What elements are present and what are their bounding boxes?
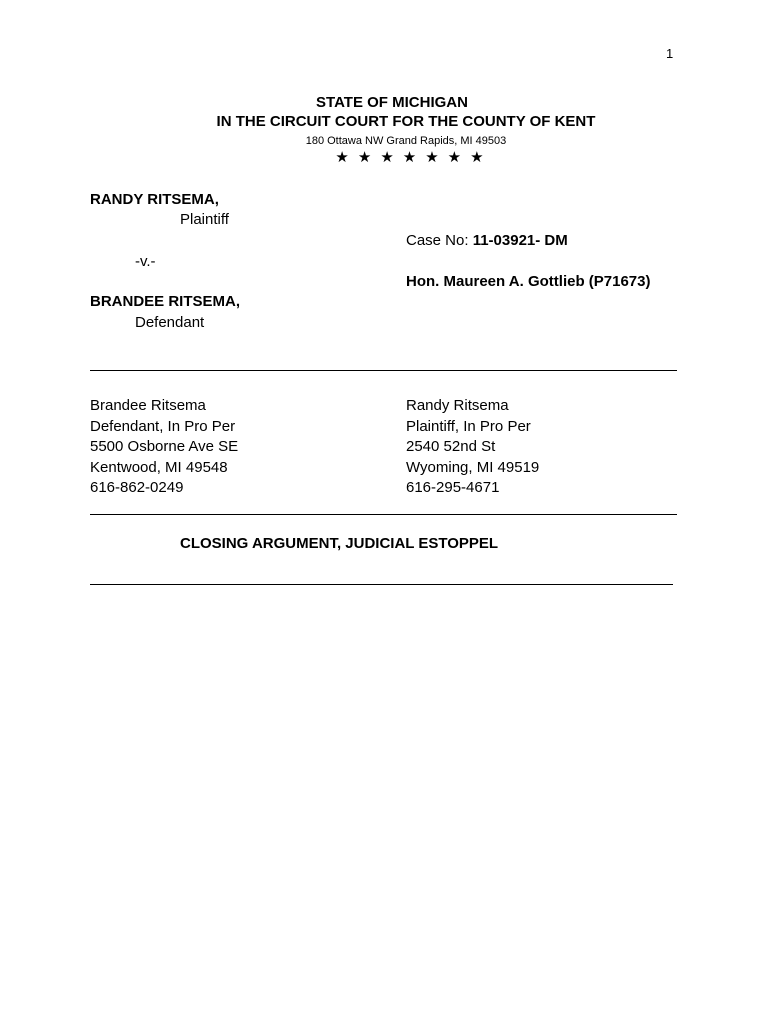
plaintiff-contact-street: 2540 52nd St <box>406 438 496 455</box>
versus: -v.- <box>135 253 156 270</box>
case-number <box>406 232 568 250</box>
defendant-role: Defendant <box>135 314 205 331</box>
defendant-contact-block <box>90 396 238 499</box>
plaintiff-contact-name: Randy Ritsema <box>406 397 509 414</box>
document-title: CLOSING ARGUMENT, JUDICIAL ESTOPPEL <box>180 535 499 552</box>
court-address: 180 Ottawa NW Grand Rapids, MI 49503 <box>305 135 507 147</box>
plaintiff-contact-city: Wyoming, MI 49519 <box>406 458 540 476</box>
plaintiff-role: Plaintiff <box>180 211 229 228</box>
defendant-contact-street: 5500 Osborne Ave SE <box>90 438 239 455</box>
star-divider: ★★★★★★★ <box>335 149 493 166</box>
defendant-contact-city: Kentwood, MI 49548 <box>90 458 228 476</box>
plaintiff-contact-role: Plaintiff, In Pro Per <box>406 417 531 435</box>
defendant-contact-name: Brandee Ritsema <box>90 397 206 414</box>
defendant-contact-phone: 616-862-0249 <box>90 479 184 496</box>
judge-name: Hon. Maureen A. Gottlieb (P71673) <box>406 273 651 290</box>
court-name: IN THE CIRCUIT COURT FOR THE COUNTY OF KENT <box>216 113 596 130</box>
defendant-contact-role: Defendant, In Pro Per <box>90 417 236 435</box>
divider-rule <box>90 514 677 515</box>
court-state: STATE OF MICHIGAN <box>316 94 468 111</box>
defendant-name: BRANDEE RITSEMA, <box>90 293 241 310</box>
plaintiff-name: RANDY RITSEMA, <box>90 191 219 208</box>
divider-rule <box>90 370 677 371</box>
case-number-label: Case No: <box>406 232 473 249</box>
page-number: 1 <box>666 46 674 61</box>
case-number-value: 11-03921- DM <box>472 232 568 249</box>
plaintiff-contact-phone: 616-295-4671 <box>406 479 500 496</box>
divider-rule <box>90 584 673 585</box>
plaintiff-contact-block <box>406 396 539 499</box>
